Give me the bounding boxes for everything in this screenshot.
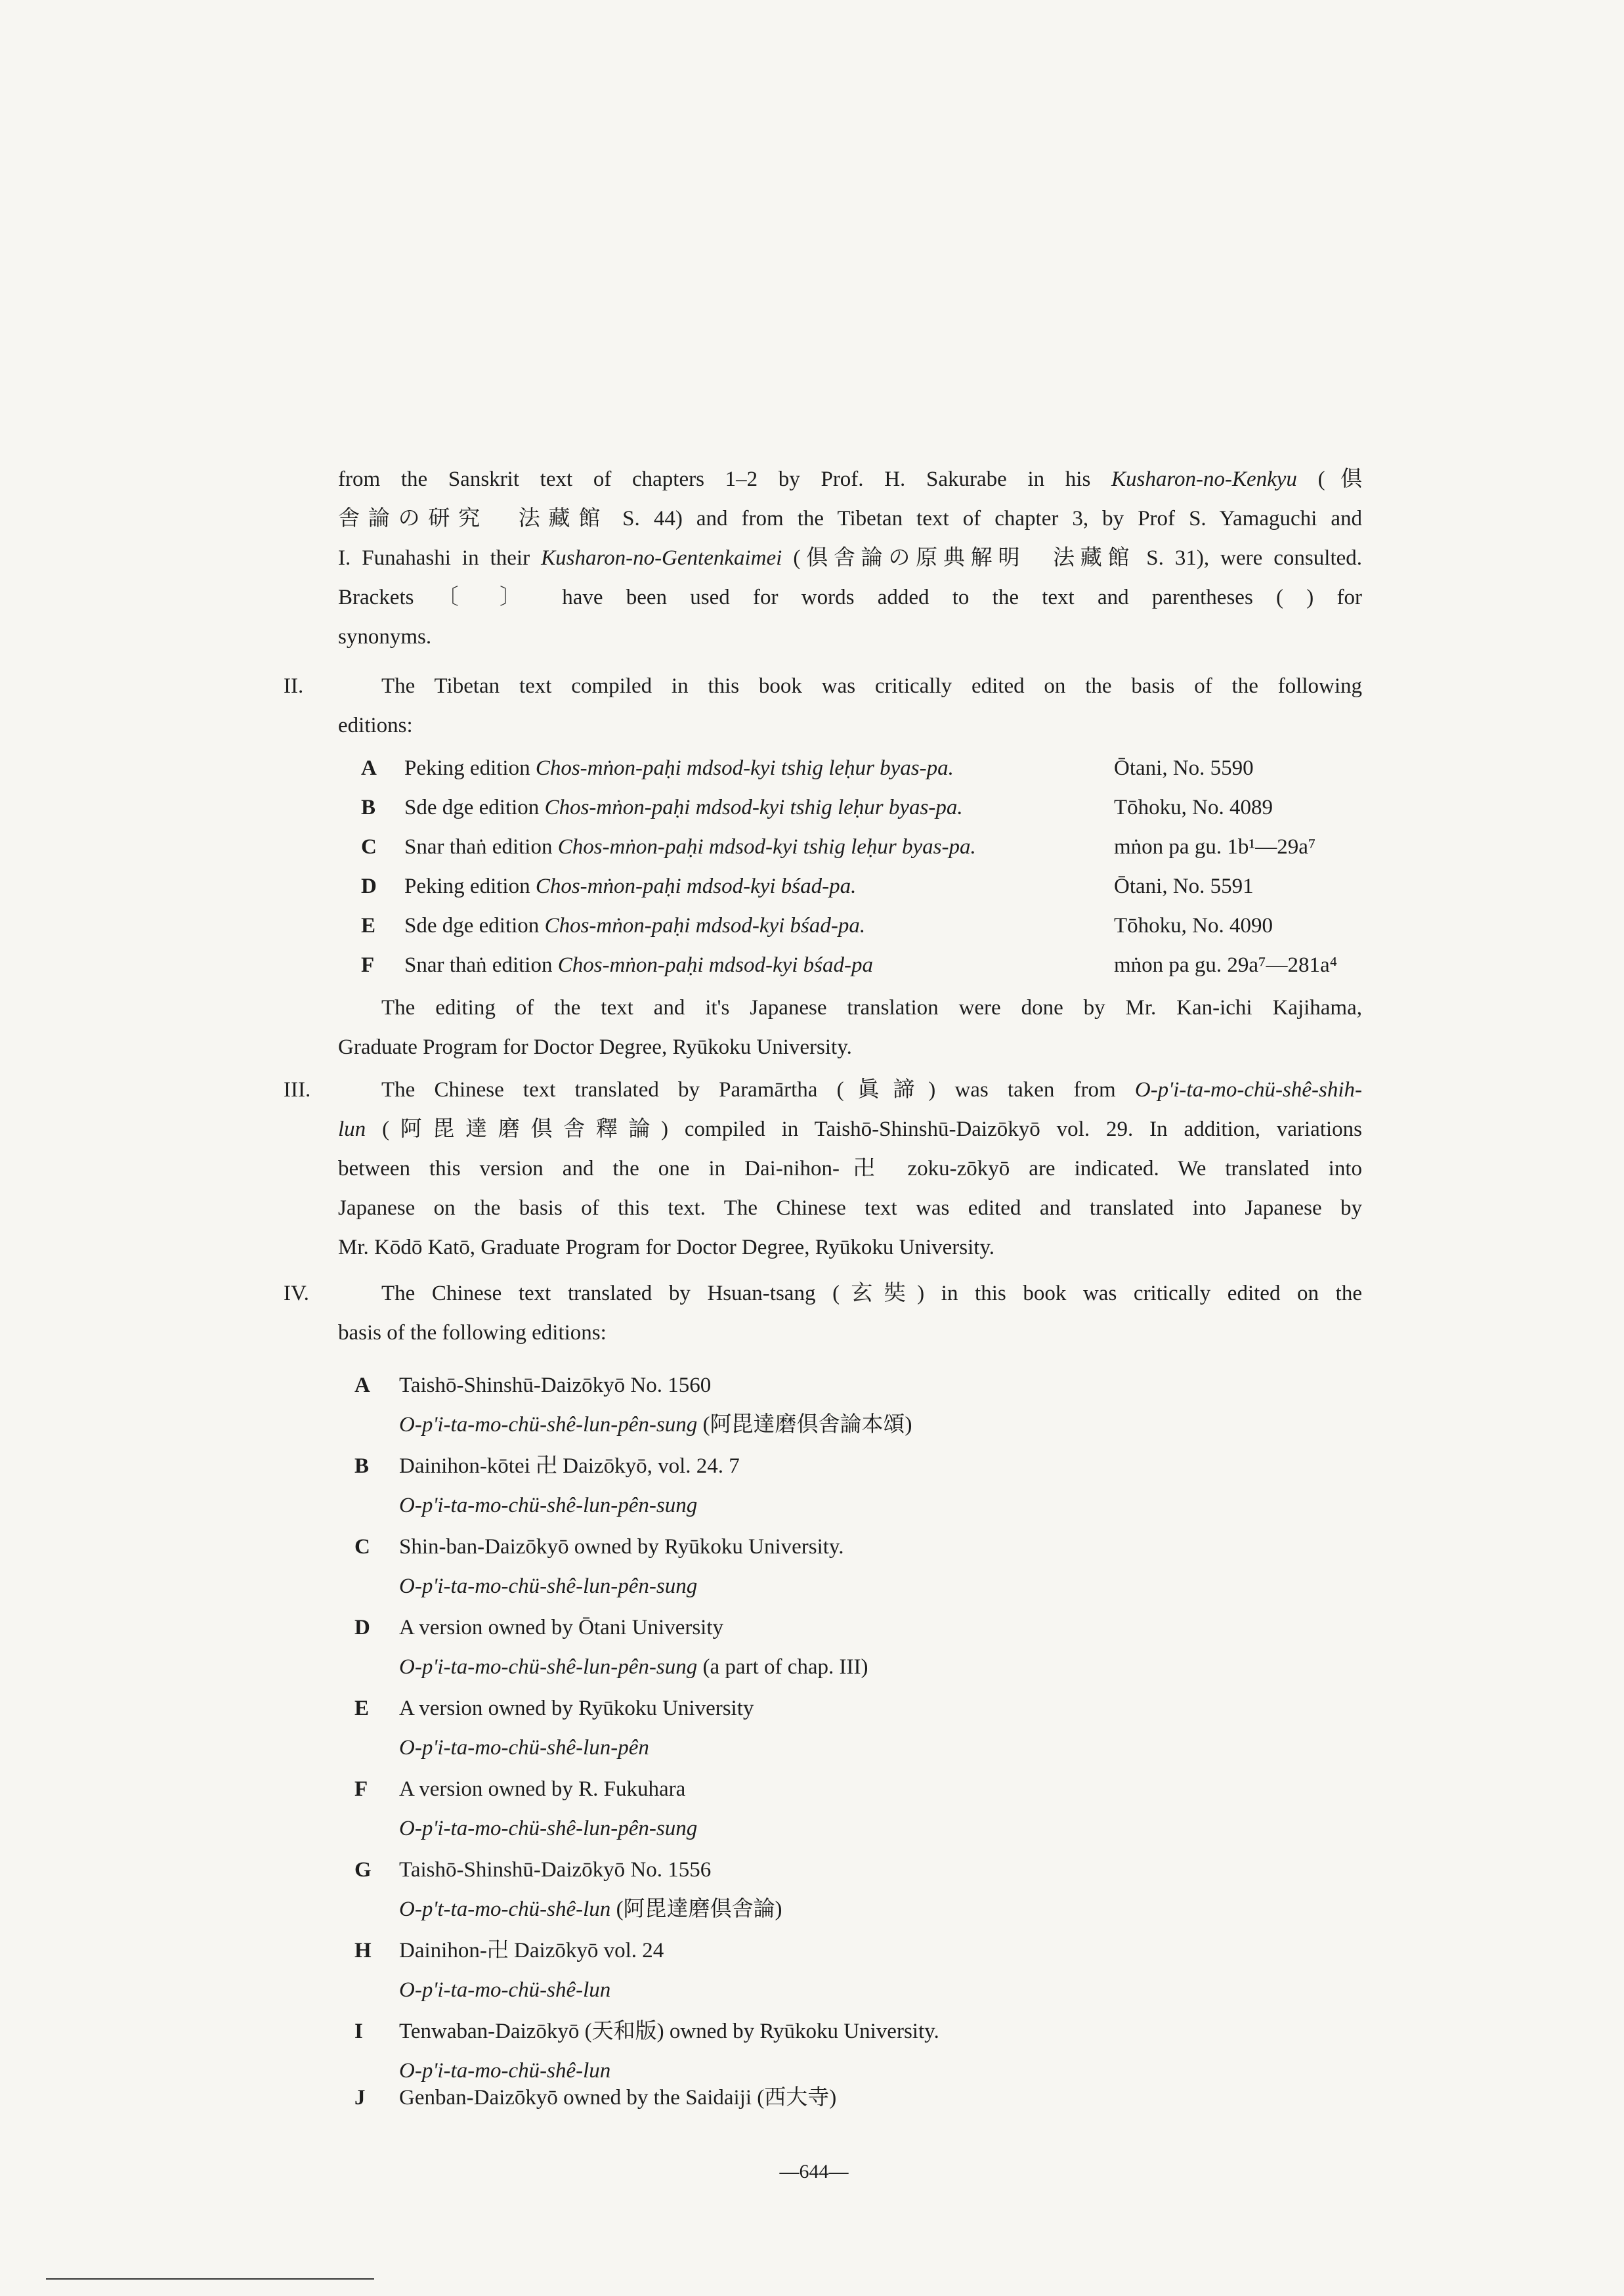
edition-letter: B <box>354 1454 370 1478</box>
edition-letter: G <box>354 1858 372 1882</box>
edition-source: A version owned by R. Fukuhara <box>399 1777 686 1801</box>
editing-credit-line: Graduate Program for Doctor Degree, Ryūkoku University. <box>338 1035 852 1059</box>
edition-source: Dainihon-kōtei 卍 Daizōkyō, vol. 24. 7 <box>399 1454 740 1478</box>
tibetan-edition-a <box>361 748 1372 788</box>
edition-source: A version owned by Ōtani University <box>399 1616 724 1639</box>
page-number: —644— <box>779 2161 849 2182</box>
edition-letter: E <box>354 1697 370 1720</box>
edition-letter: E <box>361 914 376 938</box>
tibetan-edition-b <box>361 788 1372 827</box>
intro-line: Brackets 〔 〕 have been used for words added to the text and parentheses ( ) for <box>338 586 1362 609</box>
edition-reference: mṅon pa gu. 29a⁷—281a⁴ <box>1114 953 1338 977</box>
edition-reference: Tōhoku, No. 4090 <box>1114 914 1273 938</box>
tibetan-edition-e <box>361 906 1372 945</box>
edition-source: Taishō-Shinshū-Daizōkyō No. 1560 <box>399 1374 712 1397</box>
edition-letter: D <box>354 1616 370 1639</box>
edition-letter: J <box>354 2086 366 2110</box>
edition-work: O-p'i-ta-mo-chü-shê-lun-pên <box>399 1736 649 1760</box>
edition-work: O-p't-ta-mo-chü-shê-lun (阿毘達磨倶舎論) <box>399 1897 782 1921</box>
intro-paragraph <box>338 460 1362 657</box>
edition-letter: B <box>361 796 376 819</box>
intro-line: I. Funahashi in their Kusharon-no-Gentenkaimei (倶舎論の原典解明 法藏館 S. 31), were consulted. <box>338 546 1363 570</box>
intro-line: from the Sanskrit text of chapters 1–2 by Prof. H. Sakurabe in his Kusharon-no-Kenkyu (倶 <box>338 467 1363 491</box>
edition-letter: C <box>361 835 377 859</box>
edition-letter: F <box>361 953 375 977</box>
edition-work: O-p'i-ta-mo-chü-shê-lun-pên-sung <box>399 1574 698 1598</box>
section-numeral: II. <box>284 674 304 698</box>
edition-title: Sde dge edition Chos-mṅon-paḥi mdsod-kyi bśad-pa. <box>404 914 866 938</box>
tibetan-edition-f <box>361 945 1372 985</box>
section-numeral: IV. <box>284 1282 309 1305</box>
edition-source: Taishō-Shinshū-Daizōkyō No. 1556 <box>399 1858 712 1882</box>
edition-reference: Tōhoku, No. 4089 <box>1114 796 1273 819</box>
footer-rule <box>46 2278 374 2280</box>
edition-work: O-p'i-ta-mo-chü-shê-lun-pên-sung (阿毘達磨倶舎論本頌) <box>399 1413 912 1437</box>
edition-work: O-p'i-ta-mo-chü-shê-lun-pên-sung <box>399 1494 698 1517</box>
tibetan-edition-c <box>361 827 1372 867</box>
section2-line: The Tibetan text compiled in this book was critically edited on the basis of the following <box>381 674 1362 698</box>
edition-title: Peking edition Chos-mṅon-paḥi mdsod-kyi tshig leḥur byas-pa. <box>404 756 954 780</box>
section3-line: The Chinese text translated by Paramārtha (眞諦) was taken from O-p'i-ta-mo-chü-shê-shih- <box>381 1078 1362 1102</box>
edition-title: Peking edition Chos-mṅon-paḥi mdsod-kyi bśad-pa. <box>404 875 857 898</box>
edition-source: Dainihon-卍 Daizōkyō vol. 24 <box>399 1939 664 1962</box>
editing-credit-line: The editing of the text and it's Japanese translation were done by Mr. Kan-ichi Kajihama, <box>381 996 1362 1020</box>
section2-paragraph <box>338 666 1362 745</box>
edition-work: O-p'i-ta-mo-chü-shê-lun-pên-sung (a part of chap. III) <box>399 1655 868 1679</box>
section3-line: Japanese on the basis of this text. The Chinese text was edited and translated into Japanese by <box>338 1196 1362 1220</box>
edition-source: Shin-ban-Daizōkyō owned by Ryūkoku University. <box>399 1535 844 1559</box>
edition-source: Genban-Daizōkyō owned by the Saidaiji (西大寺) <box>399 2086 837 2110</box>
section3-paragraph <box>338 1070 1362 1267</box>
edition-letter: D <box>361 875 377 898</box>
edition-letter: A <box>354 1374 370 1397</box>
edition-reference: Ōtani, No. 5591 <box>1114 875 1254 898</box>
edition-title: Snar thaṅ edition Chos-mṅon-paḥi mdsod-kyi bśad-pa <box>404 953 874 977</box>
edition-work: O-p'i-ta-mo-chü-shê-lun <box>399 1978 611 2002</box>
tibetan-edition-d <box>361 867 1372 906</box>
intro-line: synonyms. <box>338 625 432 649</box>
edition-title: Sde dge edition Chos-mṅon-paḥi mdsod-kyi tshig leḥur byas-pa. <box>404 796 963 819</box>
section3-line: between this version and the one in Dai-nihon-卍 zoku-zōkyō are indicated. We translated into <box>338 1157 1362 1180</box>
edition-reference: mṅon pa gu. 1b¹—29a⁷ <box>1114 835 1316 859</box>
edition-title: Snar thaṅ edition Chos-mṅon-paḥi mdsod-kyi tshig leḥur byas-pa. <box>404 835 976 859</box>
edition-letter: I <box>354 2020 363 2043</box>
edition-source: A version owned by Ryūkoku University <box>399 1697 754 1720</box>
section4-line: basis of the following editions: <box>338 1321 607 1345</box>
section2-line: editions: <box>338 714 413 737</box>
section3-line: Mr. Kōdō Katō, Graduate Program for Doctor Degree, Ryūkoku University. <box>338 1236 995 1259</box>
intro-line: 舎論の研究 法藏館 S. 44) and from the Tibetan text of chapter 3, by Prof S. Yamaguchi and <box>338 507 1362 531</box>
edition-letter: C <box>354 1535 370 1559</box>
edition-letter: A <box>361 756 377 780</box>
edition-letter: F <box>354 1777 368 1801</box>
section-numeral: III. <box>284 1078 311 1102</box>
edition-source: Tenwaban-Daizōkyō (天和版) owned by Ryūkoku University. <box>399 2020 939 2043</box>
edition-reference: Ōtani, No. 5590 <box>1114 756 1254 780</box>
section4-paragraph <box>338 1274 1362 1353</box>
section3-line: lun (阿毘達磨倶舎釋論) compiled in Taishō-Shinshū-Daizōkyō vol. 29. In addition, variations <box>338 1117 1362 1141</box>
edition-work: O-p'i-ta-mo-chü-shê-lun-pên-sung <box>399 1817 698 1840</box>
edition-letter: H <box>354 1939 372 1962</box>
section4-line: The Chinese text translated by Hsuan-tsang (玄奘) in this book was critically edited on the <box>381 1282 1362 1305</box>
edition-work: O-p'i-ta-mo-chü-shê-lun <box>399 2059 611 2083</box>
editing-credit-paragraph <box>338 988 1362 1067</box>
